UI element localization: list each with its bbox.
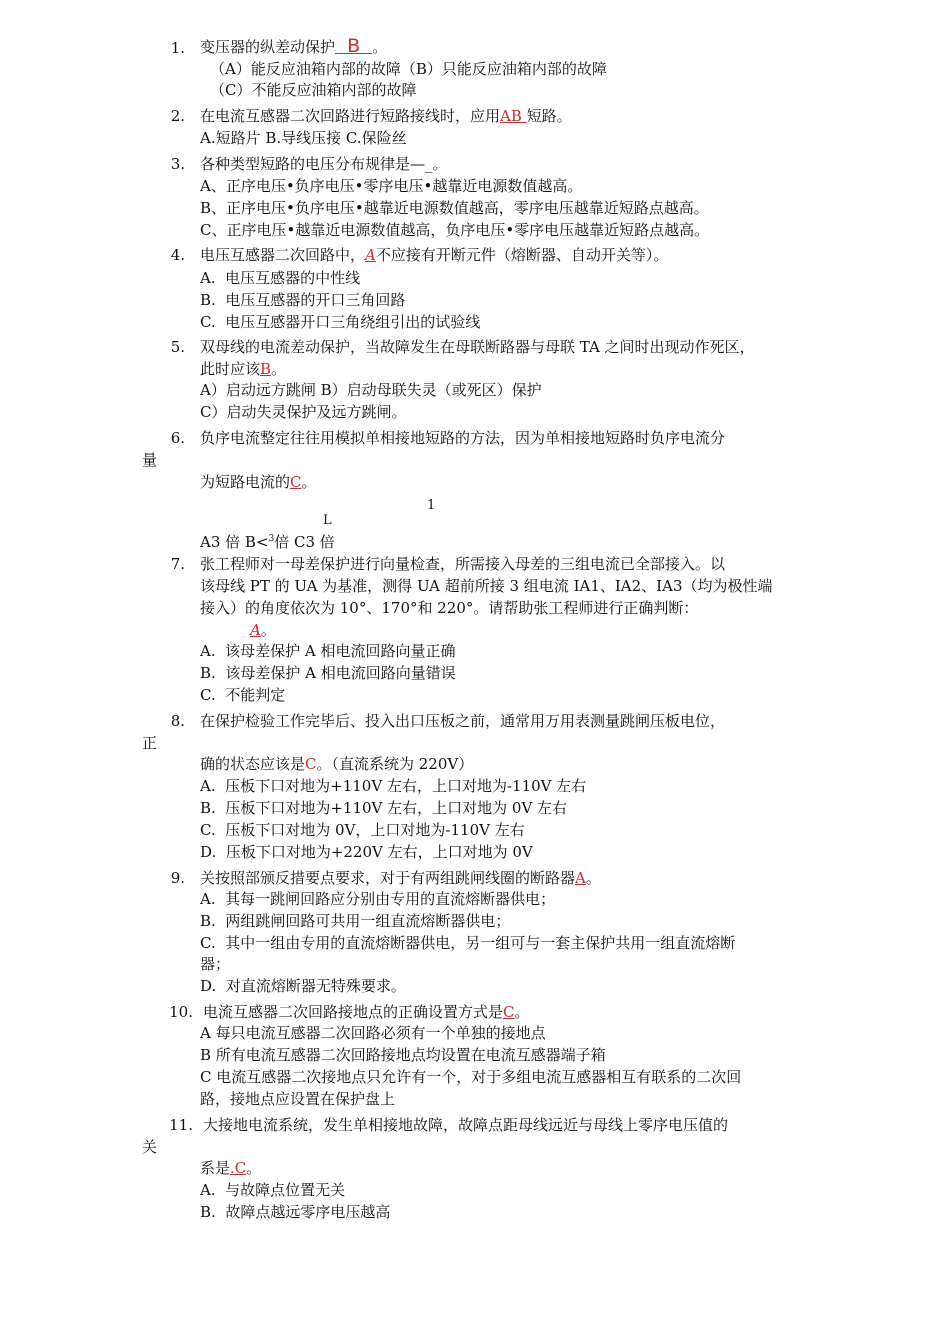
- q4-option-a-text: 电压互感器的中性线: [225, 269, 361, 287]
- q8-option-b-letter: B.: [200, 799, 216, 817]
- q4-option-c-text: 电压互感器开口三角绕组引出的试验线: [225, 313, 481, 331]
- q8-option-b-text: 压板下口对地为+110V 左右，上口对地为 0V 左右: [225, 799, 568, 817]
- q4-stem-end: 不应接有开断元件（熔断器、自动开关等）。: [375, 246, 669, 264]
- q11-option-b-text: 故障点越远零序电压越高: [225, 1203, 391, 1221]
- q1-stem: [200, 36, 387, 57]
- q6-stem-end: 。: [301, 473, 317, 491]
- q4-answer: A: [365, 246, 376, 264]
- q8-option-d: [200, 842, 533, 862]
- q8-stem-line2: [200, 754, 473, 774]
- q8-option-b: [200, 798, 567, 818]
- q8-option-c-text: 压板下口对地为 0V，上口对地为-110V 左右: [225, 821, 525, 839]
- q4-option-c: [200, 312, 480, 332]
- q10-stem: [203, 1002, 530, 1022]
- q11-option-a-letter: A.: [200, 1181, 216, 1199]
- q2-number: 2.: [170, 107, 185, 125]
- q7-answer: A: [250, 621, 261, 639]
- q3-option-a: A、正序电压•负序电压•零序电压•越靠近电源数值越高。: [200, 177, 583, 195]
- q1-options-line2: （C）不能反应油箱内部的故障: [210, 81, 417, 99]
- q6-number: 6.: [170, 429, 185, 447]
- q8-option-d-text: 压板下口对地为+220V 左右，上口对地为 0V: [225, 843, 533, 861]
- q10-option-c: C 电流互感器二次接地点只允许有一个，对于多组电流互感器相互有联系的二次回: [200, 1068, 742, 1086]
- q7-option-a: [200, 641, 456, 661]
- q7-option-a-text: 该母差保护 A 相电流回路向量正确: [225, 642, 456, 660]
- q7-number: 7.: [170, 555, 185, 573]
- q6-stem-line2: [200, 472, 317, 492]
- q7-option-b-letter: B.: [200, 664, 216, 682]
- q4-option-b-text: 电压互感器的开口三角回路: [225, 291, 406, 309]
- q1-answer: B: [335, 35, 373, 57]
- q4-stem-text: 电压互感器二次回路中，: [200, 246, 366, 264]
- q10-option-b: B 所有电流互感器二次回路接地点均设置在电流互感器端子箱: [200, 1046, 606, 1064]
- q9-option-a: [200, 889, 555, 909]
- q10-answer: C: [503, 1003, 515, 1021]
- q9-option-c-text: 其中一组由专用的直流熔断器供电，另一组可与一套主保护共用一组直流熔断: [225, 934, 736, 952]
- q2-stem: [200, 106, 572, 126]
- q4-option-a: [200, 268, 360, 288]
- q9-number: 9.: [170, 869, 185, 887]
- q4-number: 4.: [170, 246, 185, 264]
- q5-stem-end: 。: [271, 360, 287, 378]
- q7-answer-tail: 。: [260, 621, 276, 639]
- q7-answer-line: [250, 620, 276, 640]
- q9-option-c-wrap: 器；: [200, 955, 231, 973]
- q8-stem-text: 确的状态应该是: [200, 755, 306, 773]
- q7-stem-line3: 接入）的角度依次为 10°、170°和 220°。请帮助张工程师进行正确判断：: [200, 599, 699, 617]
- q7-option-c-text: 不能判定: [225, 686, 286, 704]
- q6-options: A3 倍 B<$^3$倍 C3 倍: [200, 533, 335, 551]
- q5-stem-line1: 双母线的电流差动保护，当故障发生在母联断路器与母联 TA 之间时出现动作死区，: [200, 338, 755, 356]
- q2-answer: AB: [500, 107, 527, 125]
- q5-stem-text: 此时应该: [200, 360, 261, 378]
- q11-stem-line2: [200, 1158, 261, 1178]
- q2-options: A.短路片 B.导线压接 C.保险丝: [200, 129, 407, 147]
- q1-stem-text: 变压器的纵差动保护: [200, 38, 336, 56]
- q6-options-sup: 3: [268, 534, 275, 544]
- q11-stem-text: 系是: [200, 1159, 231, 1177]
- q5-options-line1: A）启动远方跳闸 B）启动母联失灵（或死区）保护: [200, 381, 542, 399]
- q8-option-c: [200, 820, 525, 840]
- q5-stem-line2: [200, 359, 286, 379]
- q8-option-a-text: 压板下口对地为+110V 左右，上口对地为-110V 左右: [225, 777, 587, 795]
- q8-stem-wrap: 正: [142, 734, 158, 752]
- q9-option-a-text: 其每一跳闸回路应分别由专用的直流熔断器供电；: [225, 890, 556, 908]
- q11-option-b: [200, 1202, 390, 1222]
- q5-answer: B: [260, 360, 272, 378]
- q9-stem: [200, 868, 601, 888]
- q11-option-a: [200, 1180, 345, 1200]
- q9-option-c-letter: C.: [200, 934, 216, 952]
- q7-option-c: [200, 685, 285, 705]
- q1-stem-end: 。: [372, 38, 388, 56]
- q6-options-b: 倍 C3 倍: [274, 533, 335, 551]
- q9-option-a-letter: A.: [200, 890, 216, 908]
- q8-stem-line1: 在保护检验工作完毕后、投入出口压板之前，通常用万用表测量跳闸压板电位，: [200, 712, 726, 730]
- q6-stem-text: 为短路电流的: [200, 473, 291, 491]
- q7-option-c-letter: C.: [200, 686, 216, 704]
- q9-stem-end: 。: [585, 869, 601, 887]
- q4-option-b-letter: B.: [200, 291, 216, 309]
- q8-option-a: [200, 776, 586, 796]
- q8-stem-end: 。（直流系统为 220V）: [316, 755, 474, 773]
- q9-stem-text: 关按照部颁反措要点要求，对于有两组跳闸线圈的断路器: [200, 869, 576, 887]
- q9-option-d-text: 对直流熔断器无特殊要求。: [225, 977, 406, 995]
- q7-option-a-letter: A.: [200, 642, 216, 660]
- q11-option-b-letter: B.: [200, 1203, 216, 1221]
- q3-number: 3.: [170, 155, 185, 173]
- q10-option-c-wrap: 路，接地点应设置在保护盘上: [200, 1090, 396, 1108]
- q10-option-a: A 每只电流互感器二次回路必须有一个单独的接地点: [200, 1024, 546, 1042]
- q4-option-c-letter: C.: [200, 313, 216, 331]
- q2-stem-end: 短路。: [526, 107, 572, 125]
- q11-option-a-text: 与故障点位置无关: [225, 1181, 346, 1199]
- q4-stem: [200, 245, 668, 265]
- q6-answer: C: [290, 473, 302, 491]
- q10-number: 10.: [169, 1003, 193, 1021]
- q5-options-line2: C）启动失灵保护及远方跳闸。: [200, 403, 407, 421]
- q7-stem-line2: 该母线 PT 的 UA 为基准，测得 UA 超前所接 3 组电流 IA1、IA2、IA3（均为极性端: [200, 577, 773, 595]
- q11-answer: .C: [230, 1159, 247, 1177]
- q6-fraction-mid: L: [323, 513, 332, 528]
- q3-option-c: C、正序电压•越靠近电源数值越高，负序电压•零序电压越靠近短路点越高。: [200, 221, 710, 239]
- q9-answer: A: [575, 869, 586, 887]
- q9-option-b-letter: B.: [200, 912, 216, 930]
- q4-option-a-letter: A.: [200, 269, 216, 287]
- q7-option-b-text: 该母差保护 A 相电流回路向量错误: [225, 664, 456, 682]
- q11-stem-wrap: 关: [142, 1138, 158, 1156]
- q9-option-d: [200, 976, 406, 996]
- q5-number: 5.: [170, 338, 185, 356]
- q11-stem-line1: 大接地电流系统，发生单相接地故障，故障点距母线远近与母线上零序电压值的: [203, 1116, 729, 1134]
- q9-option-b-text: 两组跳闸回路可共用一组直流熔断器供电；: [225, 912, 511, 930]
- q10-stem-text: 电流互感器二次回路接地点的正确设置方式是: [203, 1003, 504, 1021]
- q10-stem-end: 。: [514, 1003, 530, 1021]
- q2-stem-text: 在电流互感器二次回路进行短路接线时，应用: [200, 107, 501, 125]
- q6-stem-line1: 负序电流整定往往用模拟单相接地短路的方法，因为单相接地短路时负序电流分: [200, 429, 726, 447]
- q8-number: 8.: [170, 712, 185, 730]
- q9-option-c: [200, 933, 735, 953]
- q9-option-b: [200, 911, 510, 931]
- q6-stem-wrap: 量: [142, 451, 158, 469]
- q8-option-a-letter: A.: [200, 777, 216, 795]
- q3-option-b: B、正序电压•负序电压•越靠近电源数值越高，零序电压越靠近短路点越高。: [200, 199, 709, 217]
- q6-fraction-top: 1: [427, 498, 436, 513]
- q6-options-a: A3 倍 B: [200, 533, 256, 551]
- q1-number: 1.: [170, 39, 185, 57]
- q3-stem: 各种类型短路的电压分布规律是—_。: [200, 155, 448, 173]
- q8-option-d-letter: D.: [200, 843, 217, 861]
- q1-options-line1: （A）能反应油箱内部的故障（B）只能反应油箱内部的故障: [210, 60, 607, 78]
- q11-stem-end: 。: [246, 1159, 262, 1177]
- q4-option-b: [200, 290, 405, 310]
- q8-answer: C: [305, 755, 317, 773]
- q9-option-d-letter: D.: [200, 977, 217, 995]
- q8-option-c-letter: C.: [200, 821, 216, 839]
- q7-stem-line1: 张工程师对一母差保护进行向量检查，所需接入母差的三组电流已全部接入。以: [200, 555, 726, 573]
- q7-option-b: [200, 663, 456, 683]
- q11-number: 11.: [169, 1116, 193, 1134]
